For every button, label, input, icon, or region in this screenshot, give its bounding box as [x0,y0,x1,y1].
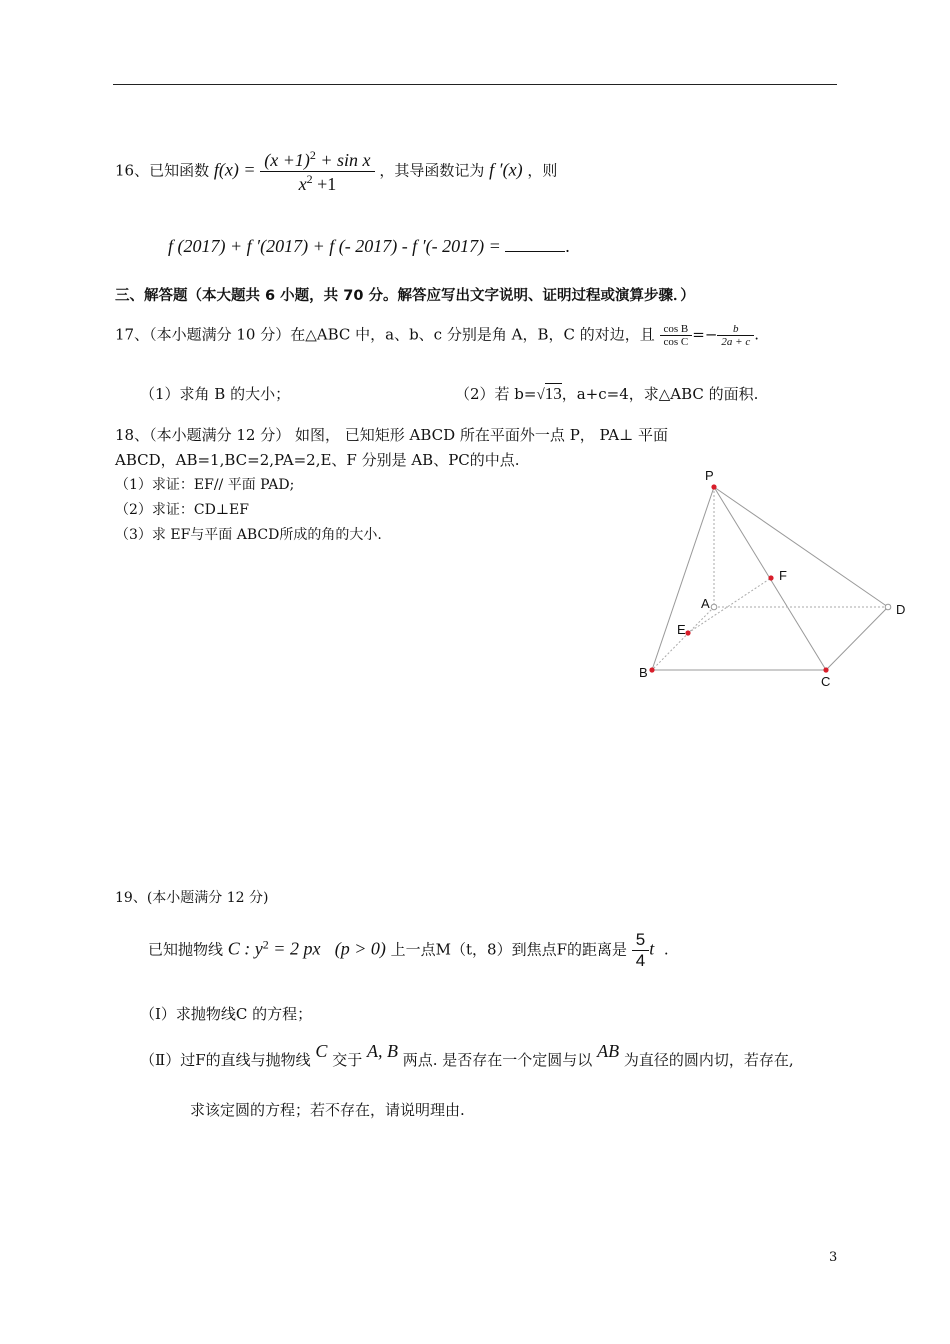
q17-f2-num: b [717,323,754,336]
q18-part2: （2）求证：CD⊥EF [115,502,249,518]
q16-middle: ，其导函数记为 [379,161,485,180]
q19-fraction [632,930,649,971]
q16-num-tail: + sin x [315,150,371,170]
q19-curve-tail: = 2 px [268,938,321,959]
q17-line1 [115,323,759,348]
q16-num-exp: 2 [309,148,316,162]
pyramid-figure [630,465,920,695]
q19-p2-c: 两点. 是否存在一个定圆与以 [402,1051,593,1069]
q16-num: (x +1) [264,150,310,170]
header-rule [113,84,837,85]
point-C [823,667,828,672]
q17-p2-radicand: 13 [544,384,562,403]
q19-p2-b: 交于 [332,1051,363,1069]
q19-frac-den: 4 [635,951,646,970]
q19-frac-num: 5 [632,930,649,951]
label-A: A [701,596,710,611]
label-C: C [821,674,831,689]
q19-p2-d: 为直径的圆内切，若存在, [623,1051,794,1069]
label-F: F [779,568,787,583]
q18-part1: （1）求证：EF// 平面 PAD; [115,477,295,493]
q17-eq: =− [692,325,718,344]
q17-f1-num: cos B [660,323,693,336]
edge-CD [826,607,888,670]
label-P: P [705,468,714,483]
q16-derivative: f ′(x) [489,159,523,180]
q18-line1: 18、（本小题满分 12 分） 如图， 已知矩形 ABCD 所在平面外一点 P， PA⊥ 平面 [115,426,668,444]
q19-intro-mid: 上一点M（t，8）到焦点F的距离是 [390,940,628,959]
q19-intro-pre: 已知抛物线 [148,940,224,959]
label-E: E [677,622,686,637]
q16-fx: f(x) = [213,159,256,180]
point-E [685,630,690,635]
q17-text: 17、（本小题满分 10 分）在△ABC 中，a、b、c 分别是角 A，B，C 的对边，且 [115,325,655,344]
q19-p2-a: （Ⅱ）过F的直线与抛物线 [140,1051,311,1069]
q19-p2-C: C [315,1041,328,1061]
q16-prefix: 16、已知函数 [115,161,210,180]
q16-fraction [260,148,374,195]
q16-den-tail: +1 [312,174,337,194]
edge-PB [652,487,714,670]
q18-line2: ABCD，AB=1,BC=2,PA=2,E、F 分别是 AB、PC的中点. [115,451,520,469]
q19-intro-end: . [663,940,669,959]
q16-suffix: ，则 [527,161,558,180]
q19-part2-line1 [140,1041,794,1070]
section-three-heading: 三、解答题（本大题共 6 小题，共 70 分。解答应写出文字说明、证明过程或演算步骤．） [115,288,695,304]
q17-fraction-b [717,323,754,348]
q19-condition: (p > 0) [334,938,386,959]
point-A [711,604,717,610]
q17-f1-den: cos C [663,336,689,348]
q19-curve-exp: 2 [262,937,269,952]
q16-expression-line [168,236,570,257]
q17-p2-pre: （2）若 b= [455,385,537,403]
q18-part3: （3）求 EF与平面 ABCD所成的角的大小. [115,527,382,543]
edge-AB-hidden [652,607,714,670]
point-F [768,575,773,580]
q19-p2-AB2: AB [597,1041,620,1061]
q19-title: 19、(本小题满分 12 分) [115,890,269,906]
q16-line1 [115,148,557,195]
q17-fraction-cos [660,323,693,348]
label-B: B [639,665,648,680]
q19-part1: （Ⅰ）求抛物线C 的方程； [140,1005,313,1023]
q17-p2-post: ，a+c=4，求△ABC 的面积. [561,385,759,403]
q19-intro [148,930,669,971]
q16-den-exp: 2 [306,172,313,186]
q16-answer-blank [505,237,565,252]
q17-f2-den: 2a + c [721,336,751,348]
edge-PD [714,487,888,607]
page-number: 3 [829,1250,838,1265]
q19-part2-line2: 求该定圆的方程；若不存在，请说明理由. [190,1101,465,1119]
q16-den: x [298,174,307,194]
q16-end: . [565,236,570,256]
q16-expression: f (2017) + f ′(2017) + f (- 2017) - f ′(- 2017) = [168,236,501,256]
q19-curve: C : y [227,938,263,959]
point-B [649,667,654,672]
q17-part2: （2）若 b=√13，a+c=4，求△ABC 的面积. [455,384,759,403]
q19-frac-var: t [649,938,655,959]
label-D: D [896,602,906,617]
point-D [885,604,891,610]
q19-p2-AB: A, B [366,1041,398,1061]
point-P [711,484,716,489]
q17-end: . [754,325,759,344]
q17-part1: （1）求角 B 的大小； [140,385,291,403]
